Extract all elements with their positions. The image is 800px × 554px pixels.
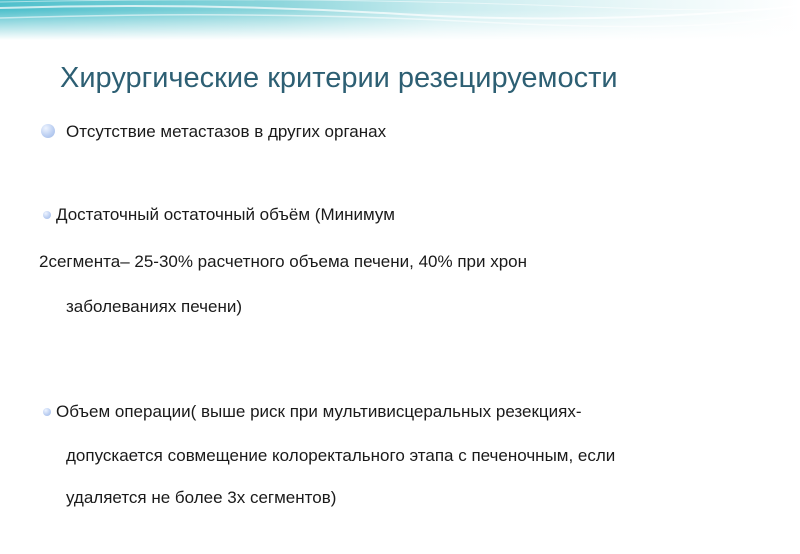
bullet-item-3-line-2: допускается совмещение колоректального этапа с печеночным, если [66,446,616,465]
bullet-item-2-line-3: заболеваниях печени) [66,297,243,316]
bullet-item-2-line-1: Достаточный остаточный объём (Минимум [56,205,395,224]
bullet-item-2-line-2: 2сегмента– 25-30% расчетного объема печени, 40% при хрон [39,252,528,271]
bullet-item-1-text: Отсутствие метастазов в других органах [66,122,387,141]
slide-title: Хирургические критерии резецируемости [60,62,618,94]
bullet-item-3-line-3: удаляется не более 3х сегментов) [66,488,337,507]
top-decorative-band [0,0,800,40]
bullet-dot-icon [41,124,55,138]
wave-decoration [0,0,800,40]
bullet-dot-icon [43,408,51,416]
bullet-item-3-line-1: Объем операции( выше риск при мультивисцеральных резекциях- [56,402,582,421]
bullet-dot-icon [43,211,51,219]
